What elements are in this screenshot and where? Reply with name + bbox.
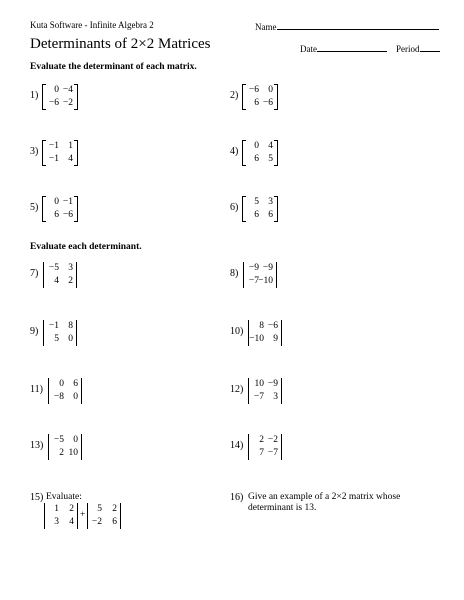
determinant xyxy=(247,378,283,404)
section1-instruction: Evaluate the determinant of each matrix. xyxy=(30,62,197,72)
determinant xyxy=(47,434,83,460)
problem-number: 10) xyxy=(230,326,244,337)
problem-number: 12) xyxy=(230,384,244,395)
matrix-cell-d: 0 xyxy=(68,334,73,344)
p15-m1-d: 4 xyxy=(69,517,74,527)
name-label: Name xyxy=(255,22,277,32)
matrix-cell-a: −5 xyxy=(53,435,64,445)
matrix xyxy=(42,140,78,166)
date-label: Date xyxy=(300,44,317,54)
problem-number: 6) xyxy=(230,202,239,213)
matrix-cell-c: 2 xyxy=(59,448,64,458)
matrix xyxy=(42,84,78,110)
matrix-cell-a: 2 xyxy=(259,435,264,445)
problem-number: 3) xyxy=(30,146,39,157)
determinant xyxy=(42,262,78,288)
p15-m1-c: 3 xyxy=(54,517,59,527)
matrix-cell-d: 6 xyxy=(268,210,273,220)
p15-m1-b: 2 xyxy=(69,504,74,514)
problem-number: 5) xyxy=(30,202,39,213)
p15-m2-b: 2 xyxy=(112,504,117,514)
problem-number: 11) xyxy=(30,384,43,395)
matrix-cell-b: 3 xyxy=(68,263,73,273)
matrix-cell-a: 0 xyxy=(54,197,59,207)
problem-16-line1: Give an example of a 2×2 matrix whose xyxy=(248,492,401,502)
problem-15-determinant-1 xyxy=(43,503,79,529)
matrix-cell-b: −2 xyxy=(267,435,278,445)
matrix-cell-d: −10 xyxy=(258,276,273,286)
problem-15-operator: + xyxy=(80,510,86,520)
matrix-cell-d: 9 xyxy=(273,334,278,344)
matrix-cell-b: 0 xyxy=(268,85,273,95)
matrix-cell-a: 8 xyxy=(259,321,264,331)
matrix-cell-c: 6 xyxy=(254,98,259,108)
problem-15-label: Evaluate: xyxy=(46,492,82,502)
matrix-cell-d: 2 xyxy=(68,276,73,286)
matrix-cell-d: 5 xyxy=(268,154,273,164)
problem-number: 13) xyxy=(30,440,44,451)
matrix-cell-a: −6 xyxy=(248,85,259,95)
p15-m1-a: 1 xyxy=(54,504,59,514)
matrix-cell-a: −9 xyxy=(248,263,259,273)
matrix-cell-d: 10 xyxy=(68,448,78,458)
matrix xyxy=(242,84,278,110)
matrix-cell-b: 3 xyxy=(268,197,273,207)
matrix-cell-c: −10 xyxy=(249,334,264,344)
problem-number: 7) xyxy=(30,268,39,279)
matrix-cell-d: −7 xyxy=(267,448,278,458)
p15-m2-d: 6 xyxy=(112,517,117,527)
matrix xyxy=(242,140,278,166)
determinant xyxy=(47,378,83,404)
matrix-cell-b: 6 xyxy=(73,379,78,389)
matrix-cell-a: 10 xyxy=(254,379,264,389)
determinant xyxy=(42,320,78,346)
matrix-cell-c: 6 xyxy=(254,154,259,164)
matrix-cell-b: 1 xyxy=(68,141,73,151)
matrix-cell-b: −4 xyxy=(62,85,73,95)
matrix-cell-a: 0 xyxy=(59,379,64,389)
matrix xyxy=(242,196,278,222)
name-line xyxy=(277,20,439,30)
problem-15-determinant-2 xyxy=(86,503,122,529)
matrix-cell-c: 6 xyxy=(254,210,259,220)
problem-16-number: 16) xyxy=(230,492,244,503)
matrix xyxy=(42,196,78,222)
period-line xyxy=(420,42,440,52)
section2-instruction: Evaluate each determinant. xyxy=(30,242,142,252)
matrix-cell-a: 0 xyxy=(254,141,259,151)
matrix-cell-d: −6 xyxy=(262,98,273,108)
p15-m2-a: 5 xyxy=(97,504,102,514)
problem-number: 14) xyxy=(230,440,244,451)
date-field[interactable] xyxy=(300,42,387,54)
matrix-cell-c: −7 xyxy=(248,276,259,286)
page-title: Determinants of 2×2 Matrices xyxy=(30,36,211,52)
matrix-cell-c: 6 xyxy=(54,210,59,220)
matrix-cell-d: −6 xyxy=(62,210,73,220)
determinant xyxy=(242,262,278,288)
matrix-cell-c: −8 xyxy=(53,392,64,402)
matrix-cell-d: 0 xyxy=(73,392,78,402)
matrix-cell-c: 4 xyxy=(54,276,59,286)
matrix-cell-c: −7 xyxy=(253,392,264,402)
matrix-cell-a: 0 xyxy=(54,85,59,95)
software-label: Kuta Software - Infinite Algebra 2 xyxy=(30,20,154,30)
matrix-cell-c: 5 xyxy=(54,334,59,344)
matrix-cell-a: 5 xyxy=(254,197,259,207)
matrix-cell-b: 4 xyxy=(268,141,273,151)
name-field[interactable] xyxy=(255,20,439,32)
matrix-cell-b: −6 xyxy=(267,321,278,331)
determinant xyxy=(247,434,283,460)
matrix-cell-b: 8 xyxy=(68,321,73,331)
problem-number: 1) xyxy=(30,90,39,101)
problem-16-line2: determinant is 13. xyxy=(248,503,317,513)
matrix-cell-b: −1 xyxy=(62,197,73,207)
p15-m2-c: −2 xyxy=(91,517,102,527)
matrix-cell-b: −9 xyxy=(262,263,273,273)
matrix-cell-d: −2 xyxy=(62,98,73,108)
problem-number: 2) xyxy=(230,90,239,101)
problem-15-number: 15) xyxy=(30,492,44,503)
problem-number: 9) xyxy=(30,326,39,337)
date-line xyxy=(317,42,387,52)
matrix-cell-c: 7 xyxy=(259,448,264,458)
problem-number: 4) xyxy=(230,146,239,157)
matrix-cell-c: −1 xyxy=(48,154,59,164)
matrix-cell-a: −1 xyxy=(48,141,59,151)
period-label: Period xyxy=(396,44,420,54)
matrix-cell-d: 4 xyxy=(68,154,73,164)
matrix-cell-c: −6 xyxy=(48,98,59,108)
determinant xyxy=(247,320,283,346)
problem-number: 8) xyxy=(230,268,239,279)
period-field[interactable] xyxy=(396,42,440,54)
matrix-cell-d: 3 xyxy=(273,392,278,402)
matrix-cell-a: −5 xyxy=(48,263,59,273)
matrix-cell-b: −9 xyxy=(267,379,278,389)
matrix-cell-b: 0 xyxy=(73,435,78,445)
matrix-cell-a: −1 xyxy=(48,321,59,331)
